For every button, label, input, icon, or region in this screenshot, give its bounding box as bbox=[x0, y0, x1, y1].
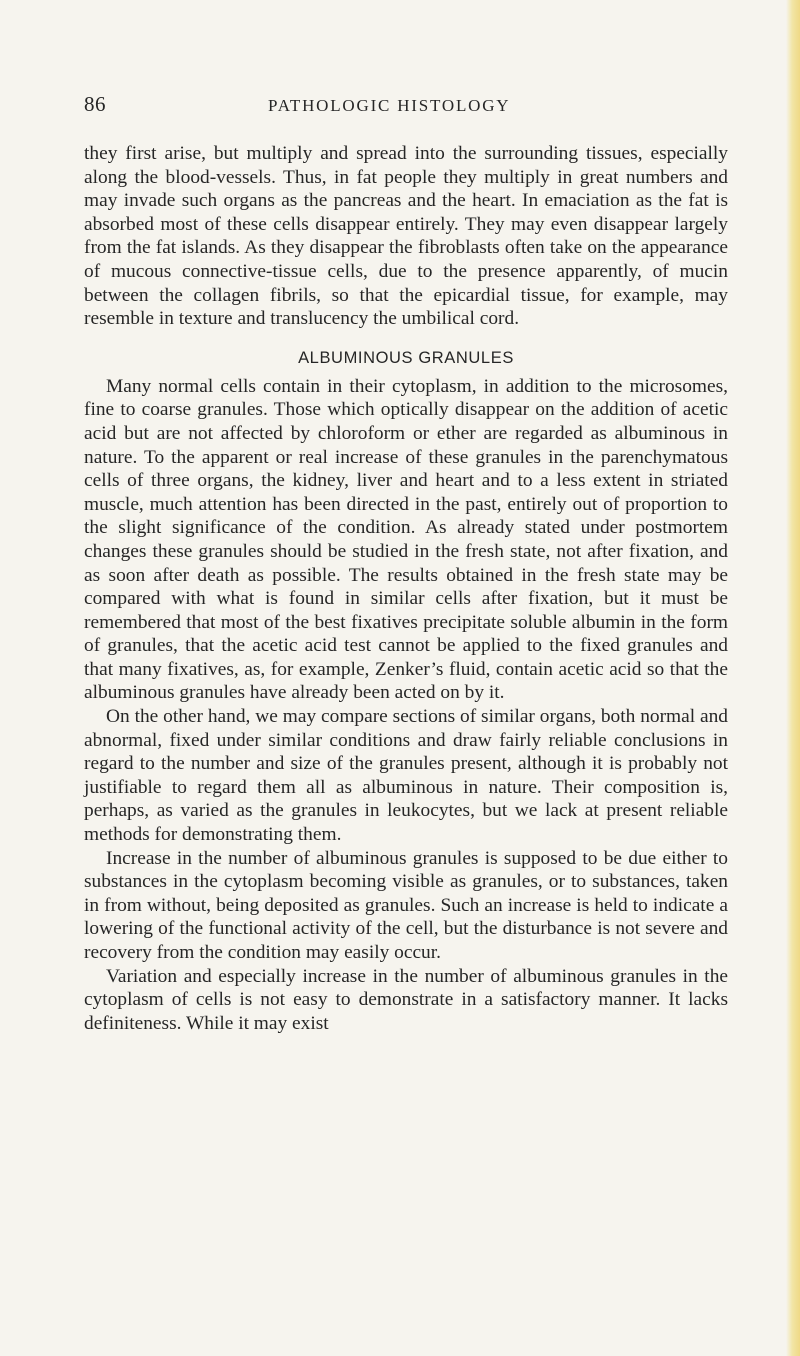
paragraph: On the other hand, we may compare sections of similar organs, both normal and abnormal, fixed under similar conditions and draw fairly reliable conclusions in regard to the number and size of the granules present, although it is probably not justifiable to regard them all as albuminous in nature. Their composition is, perhaps, as varied as the granules in leukocytes, but we lack at present reliable methods for demonstrating them. bbox=[84, 706, 728, 846]
paragraph: Many normal cells contain in their cytoplasm, in addition to the microsomes, fine to coarse granules. Those which optically disappear on the addition of acetic acid but are not affected by chloroform or ether are regarded as albuminous in nature. To the apparent or real increase of these granules in the parenchymatous cells of three organs, the kidney, liver and heart and to a less extent in striated muscle, much attention has been directed in the past, entirely out of proportion to the slight significance of the condition. As already stated under postmortem changes these granules should be studied in the fresh state, not after fixation, and as soon after death as possible. The results obtained in the fresh state may be compared with what is found in similar cells after fixation, but it must be remembered that most of the best fixatives precipitate soluble albumin in the form of granules, that the acetic acid test cannot be applied to the fixed granules and that many fixatives, as, for example, Zenker’s fluid, contain acetic acid so that the albuminous granules have already been acted on by it. bbox=[84, 375, 728, 704]
paragraph: Increase in the number of albuminous granules is supposed to be due either to substances in the cytoplasm becoming visible as granules, or to substances, taken in from without, being deposited as granules. Such an increase is held to indicate a lowering of the functional activity of the cell, but the disturbance is not severe and recovery from the condition may easily occur. bbox=[84, 847, 728, 963]
paragraph-continuation: they first arise, but multiply and spread into the surrounding tissues, especially along the blood-vessels. Thus, in fat people they multiply in great numbers and may invade such organs as the pancreas and the heart. In emaciation as the fat is absorbed most of these cells disappear entirely. They may even disappear largely from the fat islands. As they disappear the fibroblasts often take on the appearance of mucous connective-tissue cells, due to the presence apparently, of mucin between the collagen fibrils, so that the epicardial tissue, for example, may resemble in texture and translucency the umbilical cord. bbox=[84, 143, 728, 330]
page-edge-discoloration bbox=[786, 0, 800, 1356]
running-head: PATHOLOGIC HISTOLOGY bbox=[268, 96, 511, 115]
page-number: 86 bbox=[84, 92, 106, 116]
paragraph: Variation and especially increase in the number of albuminous granules in the cytoplasm of cells is not easy to demonstrate in a satisfactory manner. It lacks definiteness. While it may exist bbox=[84, 965, 728, 1034]
body-text bbox=[84, 142, 728, 1035]
section-heading: ALBUMINOUS GRANULES bbox=[298, 348, 514, 367]
